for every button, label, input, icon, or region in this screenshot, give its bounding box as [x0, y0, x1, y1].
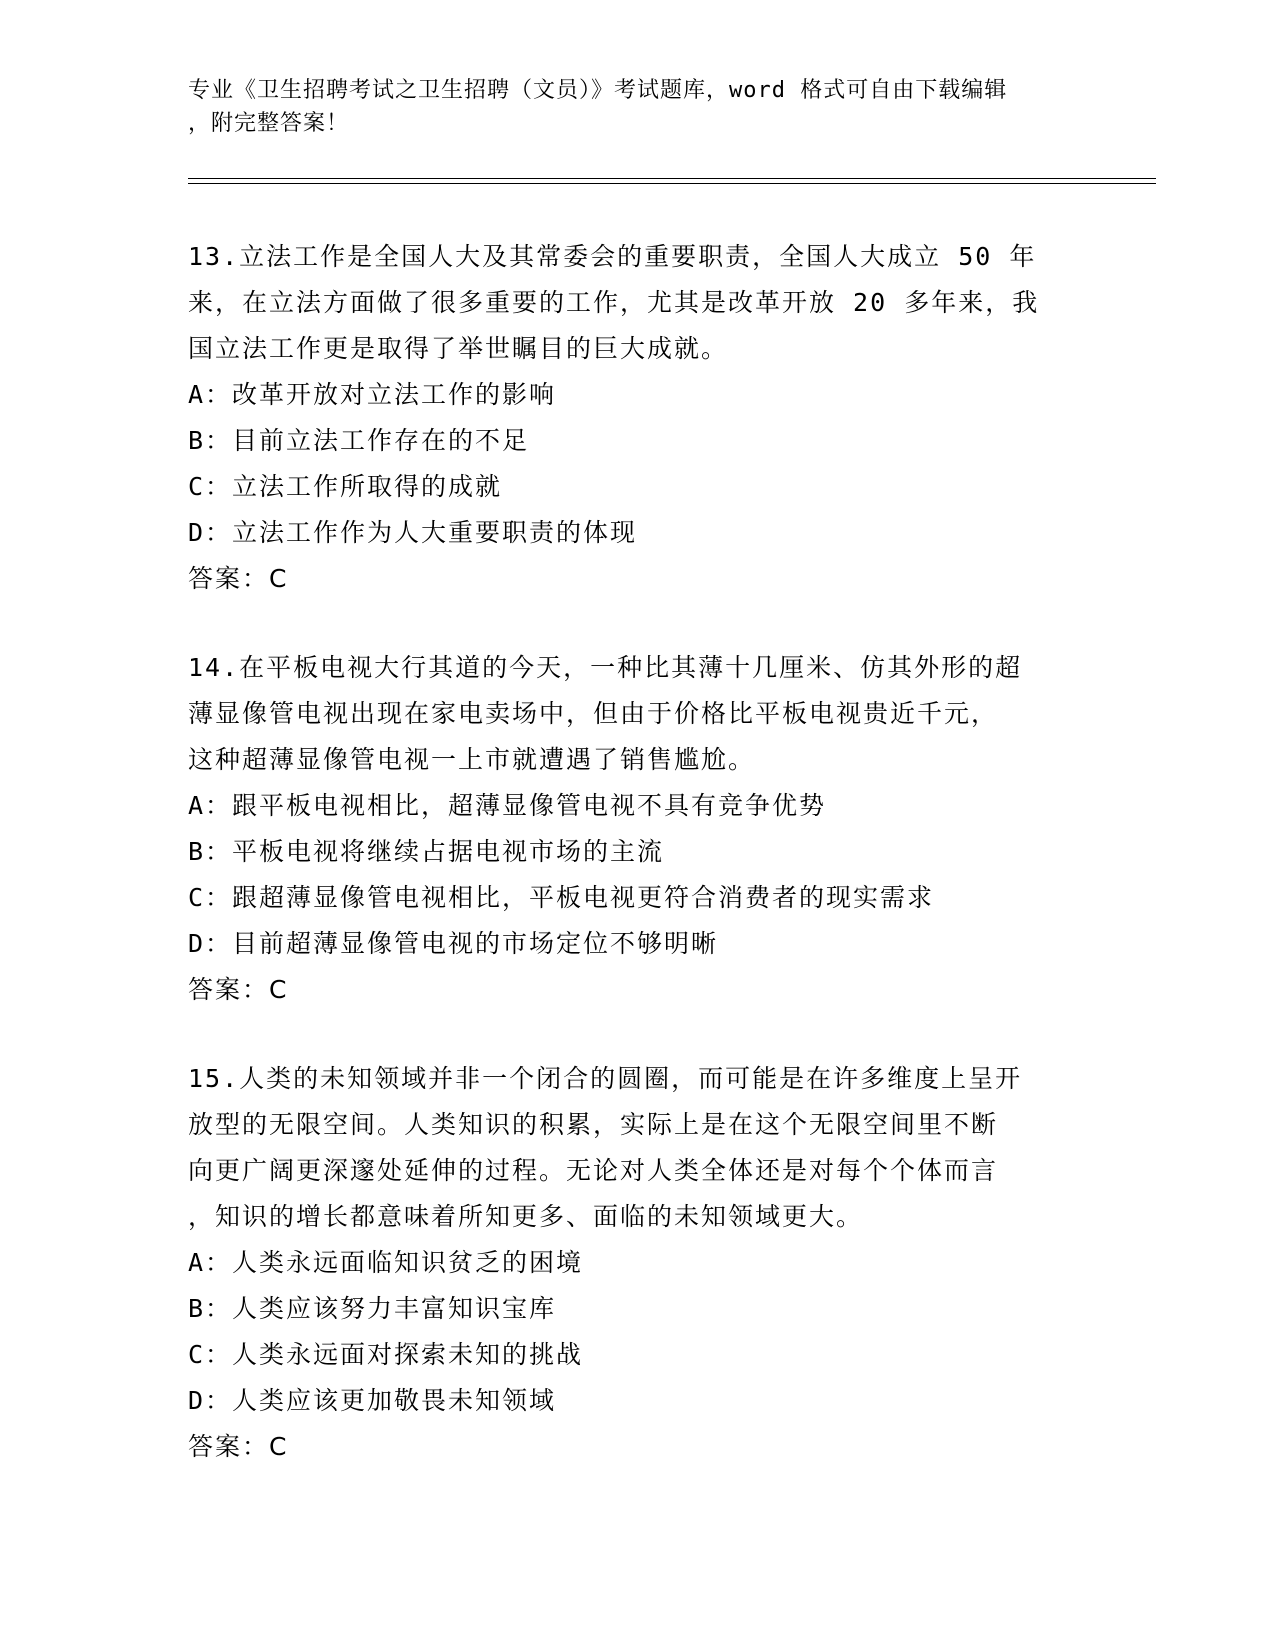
- header-divider-bottom: [188, 183, 1156, 184]
- answer-line: 答案：C: [188, 564, 289, 593]
- question-text-line: 来，在立法方面做了很多重要的工作，尤其是改革开放 20 多年来，我: [188, 288, 1040, 317]
- header-line-1: 专业《卫生招聘考试之卫生招聘（文员）》考试题库，word 格式可自由下载编辑: [188, 78, 1008, 103]
- answer-line: 答案：C: [188, 1432, 289, 1461]
- question-text-line: 放型的无限空间。人类知识的积累，实际上是在这个无限空间里不断: [188, 1110, 999, 1139]
- answer-line: 答案：C: [188, 975, 289, 1004]
- question-text-line: 13.立法工作是全国人大及其常委会的重要职责，全国人大成立 50 年: [188, 242, 1037, 271]
- question-text-line: 15.人类的未知领域并非一个闭合的圆圈，而可能是在许多维度上呈开: [188, 1064, 1023, 1093]
- question-text-line: 14.在平板电视大行其道的今天，一种比其薄十几厘米、仿其外形的超: [188, 653, 1023, 682]
- header-line-2: ，附完整答案！: [188, 111, 350, 136]
- question-15: [188, 1056, 1088, 1470]
- question-14: [188, 645, 1088, 1013]
- option-c: C：跟超薄显像管电视相比，平板电视更符合消费者的现实需求: [188, 883, 935, 912]
- header-divider-top: [188, 178, 1156, 179]
- question-text-line: 国立法工作更是取得了举世瞩目的巨大成就。: [188, 334, 729, 363]
- question-text-line: 薄显像管电视出现在家电卖场中，但由于价格比平板电视贵近千元，: [188, 699, 999, 728]
- question-text-line: ，知识的增长都意味着所知更多、面临的未知领域更大。: [188, 1202, 864, 1231]
- question-text-line: 向更广阔更深邃处延伸的过程。无论对人类全体还是对每个个体而言: [188, 1156, 999, 1185]
- option-c: C：人类永远面对探索未知的挑战: [188, 1340, 584, 1369]
- question-text-line: 这种超薄显像管电视一上市就遭遇了销售尴尬。: [188, 745, 756, 774]
- option-d: D：目前超薄显像管电视的市场定位不够明晰: [188, 929, 719, 958]
- option-b: B：目前立法工作存在的不足: [188, 426, 530, 455]
- option-a: A：人类永远面临知识贫乏的困境: [188, 1248, 584, 1277]
- option-b: B：人类应该努力丰富知识宝库: [188, 1294, 557, 1323]
- option-b: B：平板电视将继续占据电视市场的主流: [188, 837, 665, 866]
- question-13: [188, 234, 1088, 602]
- option-a: A：改革开放对立法工作的影响: [188, 380, 557, 409]
- option-c: C：立法工作所取得的成就: [188, 472, 503, 501]
- option-d: D：人类应该更加敬畏未知领域: [188, 1386, 557, 1415]
- document-header: [188, 74, 1068, 140]
- option-a: A：跟平板电视相比，超薄显像管电视不具有竞争优势: [188, 791, 827, 820]
- option-d: D：立法工作作为人大重要职责的体现: [188, 518, 638, 547]
